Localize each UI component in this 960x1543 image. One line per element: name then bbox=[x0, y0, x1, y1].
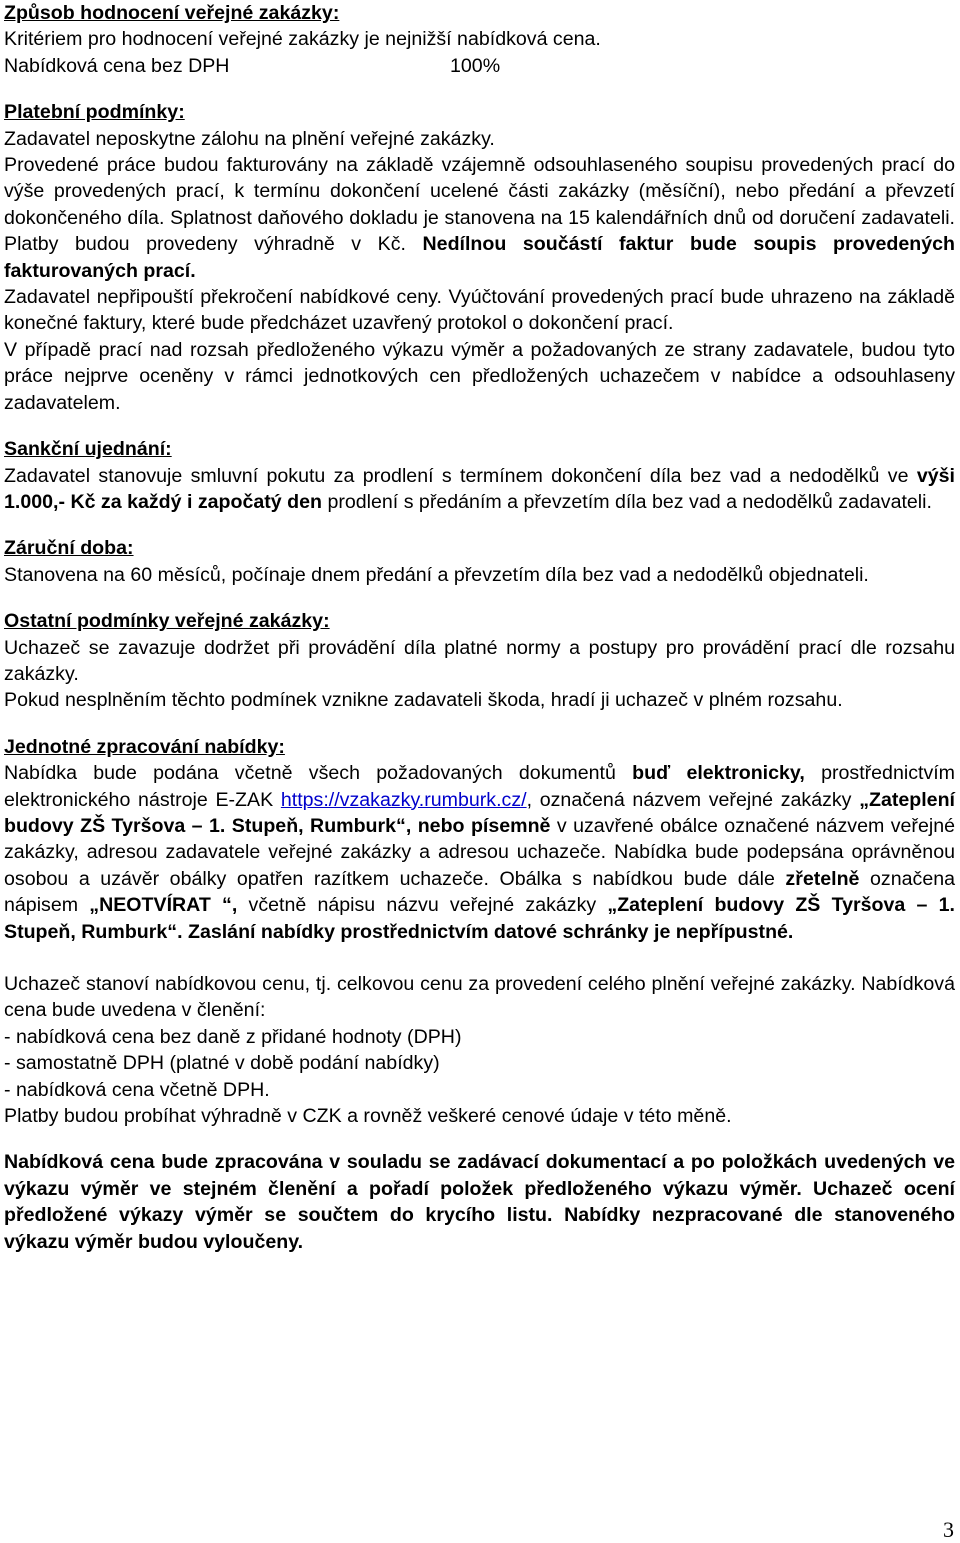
criterion-weight: 100% bbox=[450, 54, 501, 77]
section-heading-sanctions: Sankční ujednání: bbox=[4, 438, 172, 461]
offer-text-4: v uzavřené obálce označené názvem veřejné zakázky, adresou zadavatele veřejné zakázky a adresou uchazeče. Nabídka bude podepsána oprávněnou osobou a uzávěr obálky opatřen razítkem uchazeče. Obálka s nabídkou bude dále bbox=[4, 814, 955, 890]
payment-line: Zadavatel neposkytne zálohu na plnění veřejné zakázky. bbox=[4, 127, 495, 150]
page-number: 3 bbox=[943, 1517, 954, 1542]
sanctions-text-2: prodlení s předáním a převzetím díla bez vad a nedodělků zadavateli. bbox=[322, 490, 932, 513]
criterion-row bbox=[4, 53, 955, 79]
section-heading-other-conditions: Ostatní podmínky veřejné zakázky: bbox=[4, 610, 330, 633]
payment-bold-text: Nedílnou součástí faktur bude soupis provedených fakturovaných prací. bbox=[4, 233, 955, 282]
price-bold-paragraph: Nabídková cena bude zpracována v souladu se zadávací dokumentací a po položkách uvedených ve výkazu výměr ve stejném členění a pořadí položek předloženého výkazu výměr. Uchazeč ocení předložené výkazy výměr se součtem do krycího listu. Nabídky nezpracované dle stanoveného výkazu výměr budou vyloučeny. bbox=[4, 1151, 955, 1253]
section-heading-warranty: Záruční doba: bbox=[4, 537, 134, 560]
sanctions-text-1: Zadavatel stanovuje smluvní pokutu za prodlení s termínem dokončení díla bez vad a nedodělků ve bbox=[4, 464, 917, 487]
offer-bold-4: „NEOTVÍRAT “, bbox=[89, 894, 238, 917]
offer-text-5: označena nápisem bbox=[4, 867, 956, 917]
document-page bbox=[4, 0, 955, 1255]
price-paragraph-1: Uchazeč stanoví nabídkovou cenu, tj. celkovou cenu za provedení celého plnění veřejné zakázky. Nabídková cena bude uvedena v členění: bbox=[4, 973, 955, 1022]
price-paragraph-2: Platby budou probíhat výhradně v CZK a rovněž veškeré cenové údaje v této měně. bbox=[4, 1105, 732, 1128]
price-item: - samostatně DPH (platné v době podání nabídky) bbox=[4, 1052, 440, 1075]
section-heading-payment: Platební podmínky: bbox=[4, 101, 185, 124]
offer-bold-2: „Zateplení budovy ZŠ Tyršova – 1. Stupeň, Rumburk“, nebo písemně bbox=[4, 788, 955, 837]
offer-bold-3: zřetelně bbox=[785, 867, 860, 890]
offer-text-1: Nabídka bude podána včetně všech požadovaných dokumentů bbox=[4, 762, 633, 785]
offer-text-2: prostřednictvím elektronického nástroje E-ZAK bbox=[4, 762, 956, 811]
other-conditions-paragraph-1: Uchazeč se zavazuje dodržet při provádění díla platné normy a postupy pro provádění prací dle rozsahu zakázky. bbox=[4, 636, 955, 685]
ezak-link[interactable]: https://vzakazky.rumburk.cz/ bbox=[280, 788, 527, 811]
payment-paragraph-2: Zadavatel nepřipouští překročení nabídkové ceny. Vyúčtování provedených prací bude uhrazeno na základě konečné faktury, které bude předcházet uzavřený protokol o dokončení prací. bbox=[4, 286, 955, 335]
other-conditions-paragraph-2: Pokud nesplněním těchto podmínek vznikne zadavateli škoda, hradí ji uchazeč v plném rozsahu. bbox=[4, 689, 843, 712]
offer-bold-5: „Zateplení budovy ZŠ Tyršova – 1. Stupeň, Rumburk“. Zaslání nabídky prostřednictvím datové schránky je nepřípustné. bbox=[4, 894, 955, 943]
offer-processing-paragraph bbox=[4, 760, 955, 945]
criterion-label: Nabídková cena bez DPH bbox=[4, 54, 230, 77]
sanctions-paragraph bbox=[4, 463, 955, 516]
payment-text: Provedené práce budou fakturovány na základě vzájemně odsouhlaseného soupisu provedených prací do výše provedených prací, k termínu dokončení ucelené části zakázky (měsíční), nebo předání a převzetí dokončeného díla. Splatnost daňového dokladu je stanovena na 15 kalendářních dnů od doručení zadavateli. Platby budou provedeny výhradně v Kč. bbox=[4, 154, 955, 256]
payment-paragraph-3: V případě prací nad rozsah předloženého výkazu výměr a požadovaných ze strany zadavatele, budou tyto práce nejprve oceněny v rámci jednotkových cen předložených uchazečem v nabídce a odsouhlaseny zadavatelem. bbox=[4, 338, 955, 414]
payment-paragraph-1 bbox=[4, 152, 955, 284]
evaluation-text: Kritériem pro hodnocení veřejné zakázky je nejnižší nabídková cena. bbox=[4, 28, 601, 51]
price-item: - nabídková cena bez daně z přidané hodnoty (DPH) bbox=[4, 1025, 462, 1048]
offer-text-3: , označená názvem veřejné zakázky bbox=[526, 788, 860, 811]
section-heading-offer-processing: Jednotné zpracování nabídky: bbox=[4, 735, 285, 758]
warranty-paragraph: Stanovena na 60 měsíců, počínaje dnem předání a převzetím díla bez vad a nedodělků objednateli. bbox=[4, 563, 869, 586]
section-heading-evaluation: Způsob hodnocení veřejné zakázky: bbox=[4, 2, 340, 24]
offer-text-6: včetně nápisu názvu veřejné zakázky bbox=[237, 894, 608, 917]
price-item: - nabídková cena včetně DPH. bbox=[4, 1078, 270, 1101]
offer-bold-1: buď elektronicky, bbox=[632, 762, 805, 785]
sanctions-bold: výši 1.000,- Kč za každý i započatý den bbox=[4, 464, 955, 513]
